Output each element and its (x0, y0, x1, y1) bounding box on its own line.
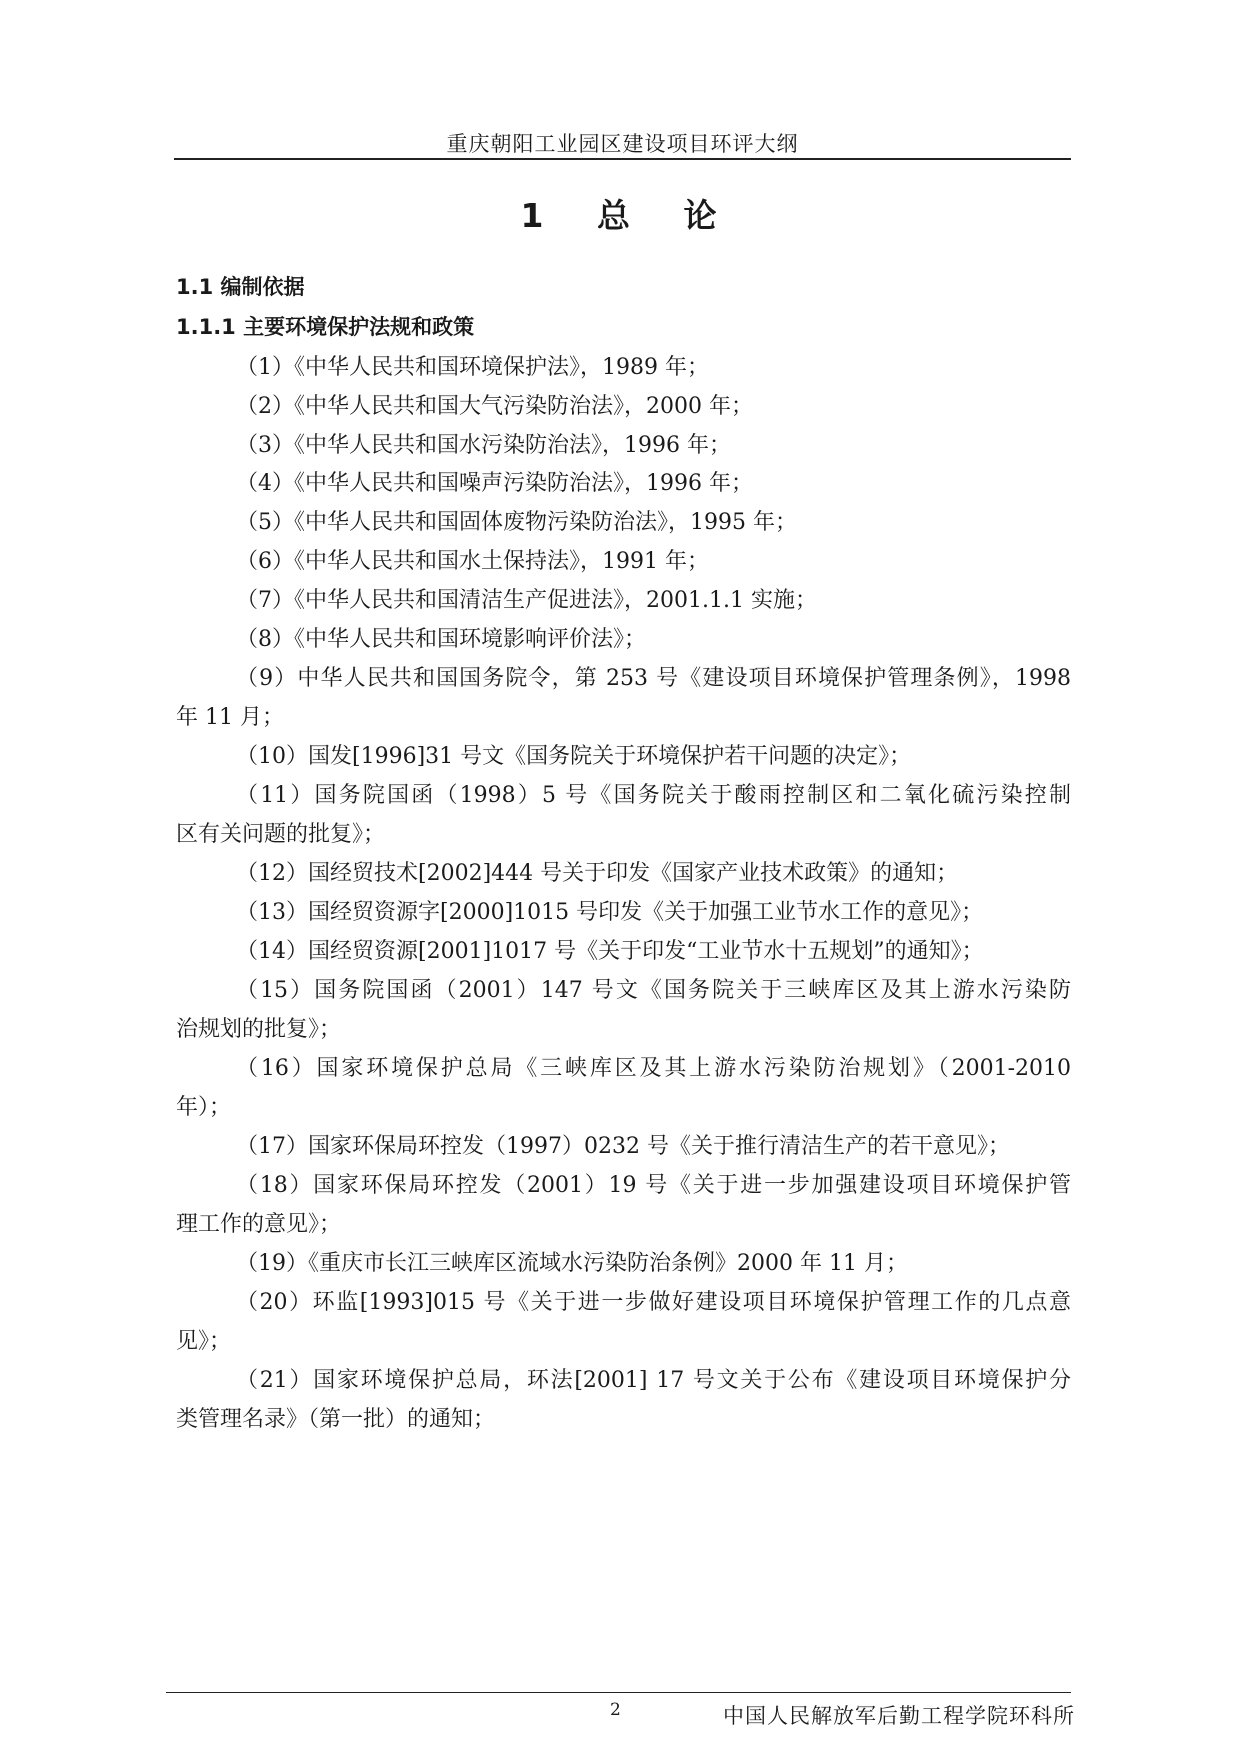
list-item: （10）国发[1996]31 号文《国务院关于环境保护若干问题的决定》； (236, 744, 912, 769)
list-item-continuation: 类管理名录》（第一批）的通知； (176, 1407, 496, 1432)
list-item-continuation: 理工作的意见》； (176, 1212, 342, 1237)
running-header: 重庆朝阳工业园区建设项目环评大纲 (446, 132, 799, 156)
list-item: （16）国家环境保护总局《三峡库区及其上游水污染防治规划》（2001-2010 (236, 1056, 1071, 1081)
footer-organization: 中国人民解放军后勤工程学院环科所 (723, 1704, 1075, 1728)
chapter-title: 1 总 论 (520, 196, 725, 235)
list-item-continuation: 年 11 月； (176, 705, 284, 730)
section-heading: 1.1 编制依据 (176, 275, 305, 299)
list-item: （7）《中华人民共和国清洁生产促进法》，2001.1.1 实施； (236, 588, 817, 613)
list-item: （2）《中华人民共和国大气污染防治法》，2000 年； (236, 394, 753, 419)
list-item: （5）《中华人民共和国固体废物污染防治法》，1995 年； (236, 510, 797, 535)
list-item: （6）《中华人民共和国水土保持法》，1991 年； (236, 549, 709, 574)
list-item-continuation: 见》； (176, 1329, 232, 1354)
list-item: （20）环监[1993]015 号《关于进一步做好建设项目环境保护管理工作的几点意 (236, 1290, 1071, 1315)
list-item-continuation: 年）； (176, 1095, 232, 1120)
list-item: （17）国家环保局环控发（1997）0232 号《关于推行清洁生产的若干意见》； (236, 1134, 1010, 1159)
list-item: （8）《中华人民共和国环境影响评价法》； (236, 627, 646, 652)
list-item-continuation: 治规划的批复》； (176, 1017, 342, 1042)
subsection-heading: 1.1.1 主要环境保护法规和政策 (176, 315, 475, 339)
list-item: （14）国经贸资源[2001]1017 号《关于印发“工业节水十五规划”的通知》； (236, 939, 984, 964)
header-divider (174, 158, 1071, 160)
page-number: 2 (610, 1700, 621, 1720)
list-item: （21）国家环境保护总局，环法[2001] 17 号文关于公布《建设项目环境保护分 (236, 1368, 1071, 1393)
list-item: （15）国务院国函（2001）147 号文《国务院关于三峡库区及其上游水污染防 (236, 978, 1071, 1003)
list-item: （3）《中华人民共和国水污染防治法》，1996 年； (236, 433, 731, 458)
list-item: （13）国经贸资源字[2000]1015 号印发《关于加强工业节水工作的意见》； (236, 900, 984, 925)
list-item: （11）国务院国函（1998）5 号《国务院关于酸雨控制区和二氧化硫污染控制 (236, 783, 1071, 808)
list-item-continuation: 区有关问题的批复》； (176, 822, 386, 847)
list-item: （18）国家环保局环控发（2001）19 号《关于进一步加强建设项目环境保护管 (236, 1173, 1071, 1198)
list-item: （12）国经贸技术[2002]444 号关于印发《国家产业技术政策》的通知； (236, 861, 959, 886)
list-item: （4）《中华人民共和国噪声污染防治法》，1996 年； (236, 471, 753, 496)
footer-divider (166, 1692, 1071, 1693)
list-item: （1）《中华人民共和国环境保护法》，1989 年； (236, 355, 709, 380)
list-item: （9）中华人民共和国国务院令，第 253 号《建设项目环境保护管理条例》，1998 (236, 666, 1071, 691)
list-item: （19）《重庆市长江三峡库区流域水污染防治条例》2000 年 11 月； (236, 1251, 908, 1276)
